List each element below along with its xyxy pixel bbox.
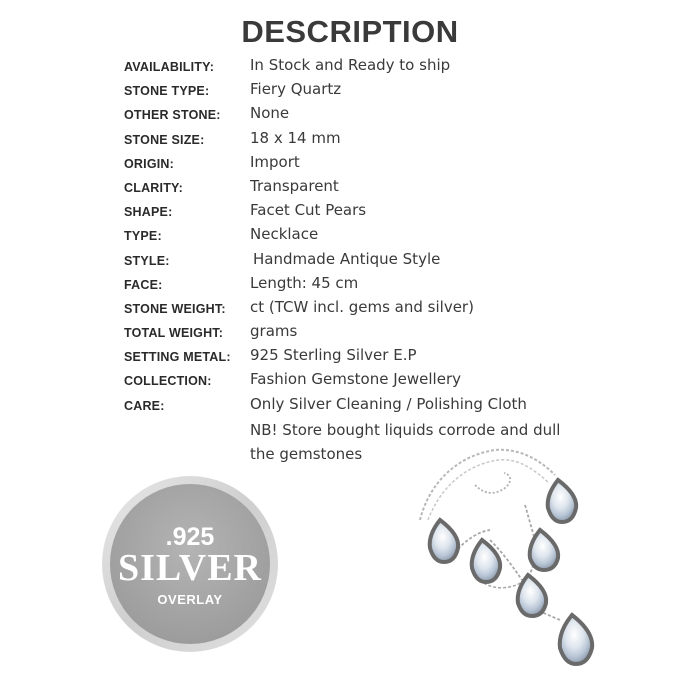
spec-row-clarity (124, 177, 624, 201)
spec-row-style (124, 250, 624, 274)
spec-row-availability (124, 56, 624, 80)
spec-label: COLLECTION: (124, 374, 212, 389)
spec-value: Facet Cut Pears (250, 201, 367, 220)
spec-row-stone-type (124, 80, 624, 104)
care-note-line: NB! Store bought liquids corrode and dull (250, 421, 561, 439)
spec-label: STONE TYPE: (124, 84, 210, 99)
spec-row-shape (124, 201, 624, 225)
spec-label: SHAPE: (124, 205, 173, 220)
spec-label: CARE: (124, 398, 165, 413)
spec-value: Fiery Quartz (250, 80, 342, 99)
spec-row-setting-metal (124, 346, 624, 370)
spec-label: TYPE: (124, 229, 162, 244)
spec-row-stone-size (124, 129, 624, 153)
page-title: DESCRIPTION (241, 14, 459, 49)
spec-label: FACE: (124, 277, 163, 292)
spec-table (124, 56, 624, 419)
spec-value: In Stock and Ready to ship (250, 56, 451, 74)
spec-value: Only Silver Cleaning / Polishing Cloth (250, 394, 527, 413)
spec-value: ct (TCW incl. gems and silver) (250, 297, 474, 316)
spec-value: Import (250, 152, 300, 171)
spec-value: Handmade Antique Style (253, 249, 441, 268)
spec-value: Transparent (250, 176, 339, 195)
spec-row-stone-weight (124, 298, 624, 322)
spec-value: grams (250, 322, 298, 341)
spec-label: CLARITY: (124, 180, 183, 195)
spec-label: SETTING METAL: (124, 350, 231, 365)
spec-row-origin (124, 153, 624, 177)
spec-label: AVAILABILITY: (124, 60, 215, 74)
spec-row-collection (124, 370, 624, 394)
spec-row-face (124, 274, 624, 298)
spec-value: Length: 45 cm (250, 273, 359, 292)
spec-row-care (124, 395, 624, 419)
spec-label: STONE WEIGHT: (124, 301, 226, 316)
spec-label: STONE SIZE: (124, 132, 205, 147)
spec-value: 925 Sterling Silver E.P (250, 346, 417, 365)
spec-label: STYLE: (124, 253, 170, 268)
spec-row-total-weight (124, 322, 624, 346)
spec-label: OTHER STONE: (124, 108, 221, 123)
spec-label: ORIGIN: (124, 156, 175, 171)
spec-value: None (250, 104, 290, 123)
badge-silver: SILVER (117, 547, 262, 589)
badge-overlay: OVERLAY (157, 592, 223, 607)
spec-row-type (124, 225, 624, 249)
spec-value: 18 x 14 mm (250, 128, 341, 147)
necklace-image (400, 440, 600, 700)
spec-label: TOTAL WEIGHT: (124, 326, 224, 341)
badge-purity: .925 (165, 523, 215, 551)
care-note-line: the gemstones (250, 445, 363, 463)
spec-value: Necklace (250, 225, 319, 244)
spec-value: Fashion Gemstone Jewellery (250, 370, 461, 389)
spec-row-other-stone (124, 104, 624, 128)
